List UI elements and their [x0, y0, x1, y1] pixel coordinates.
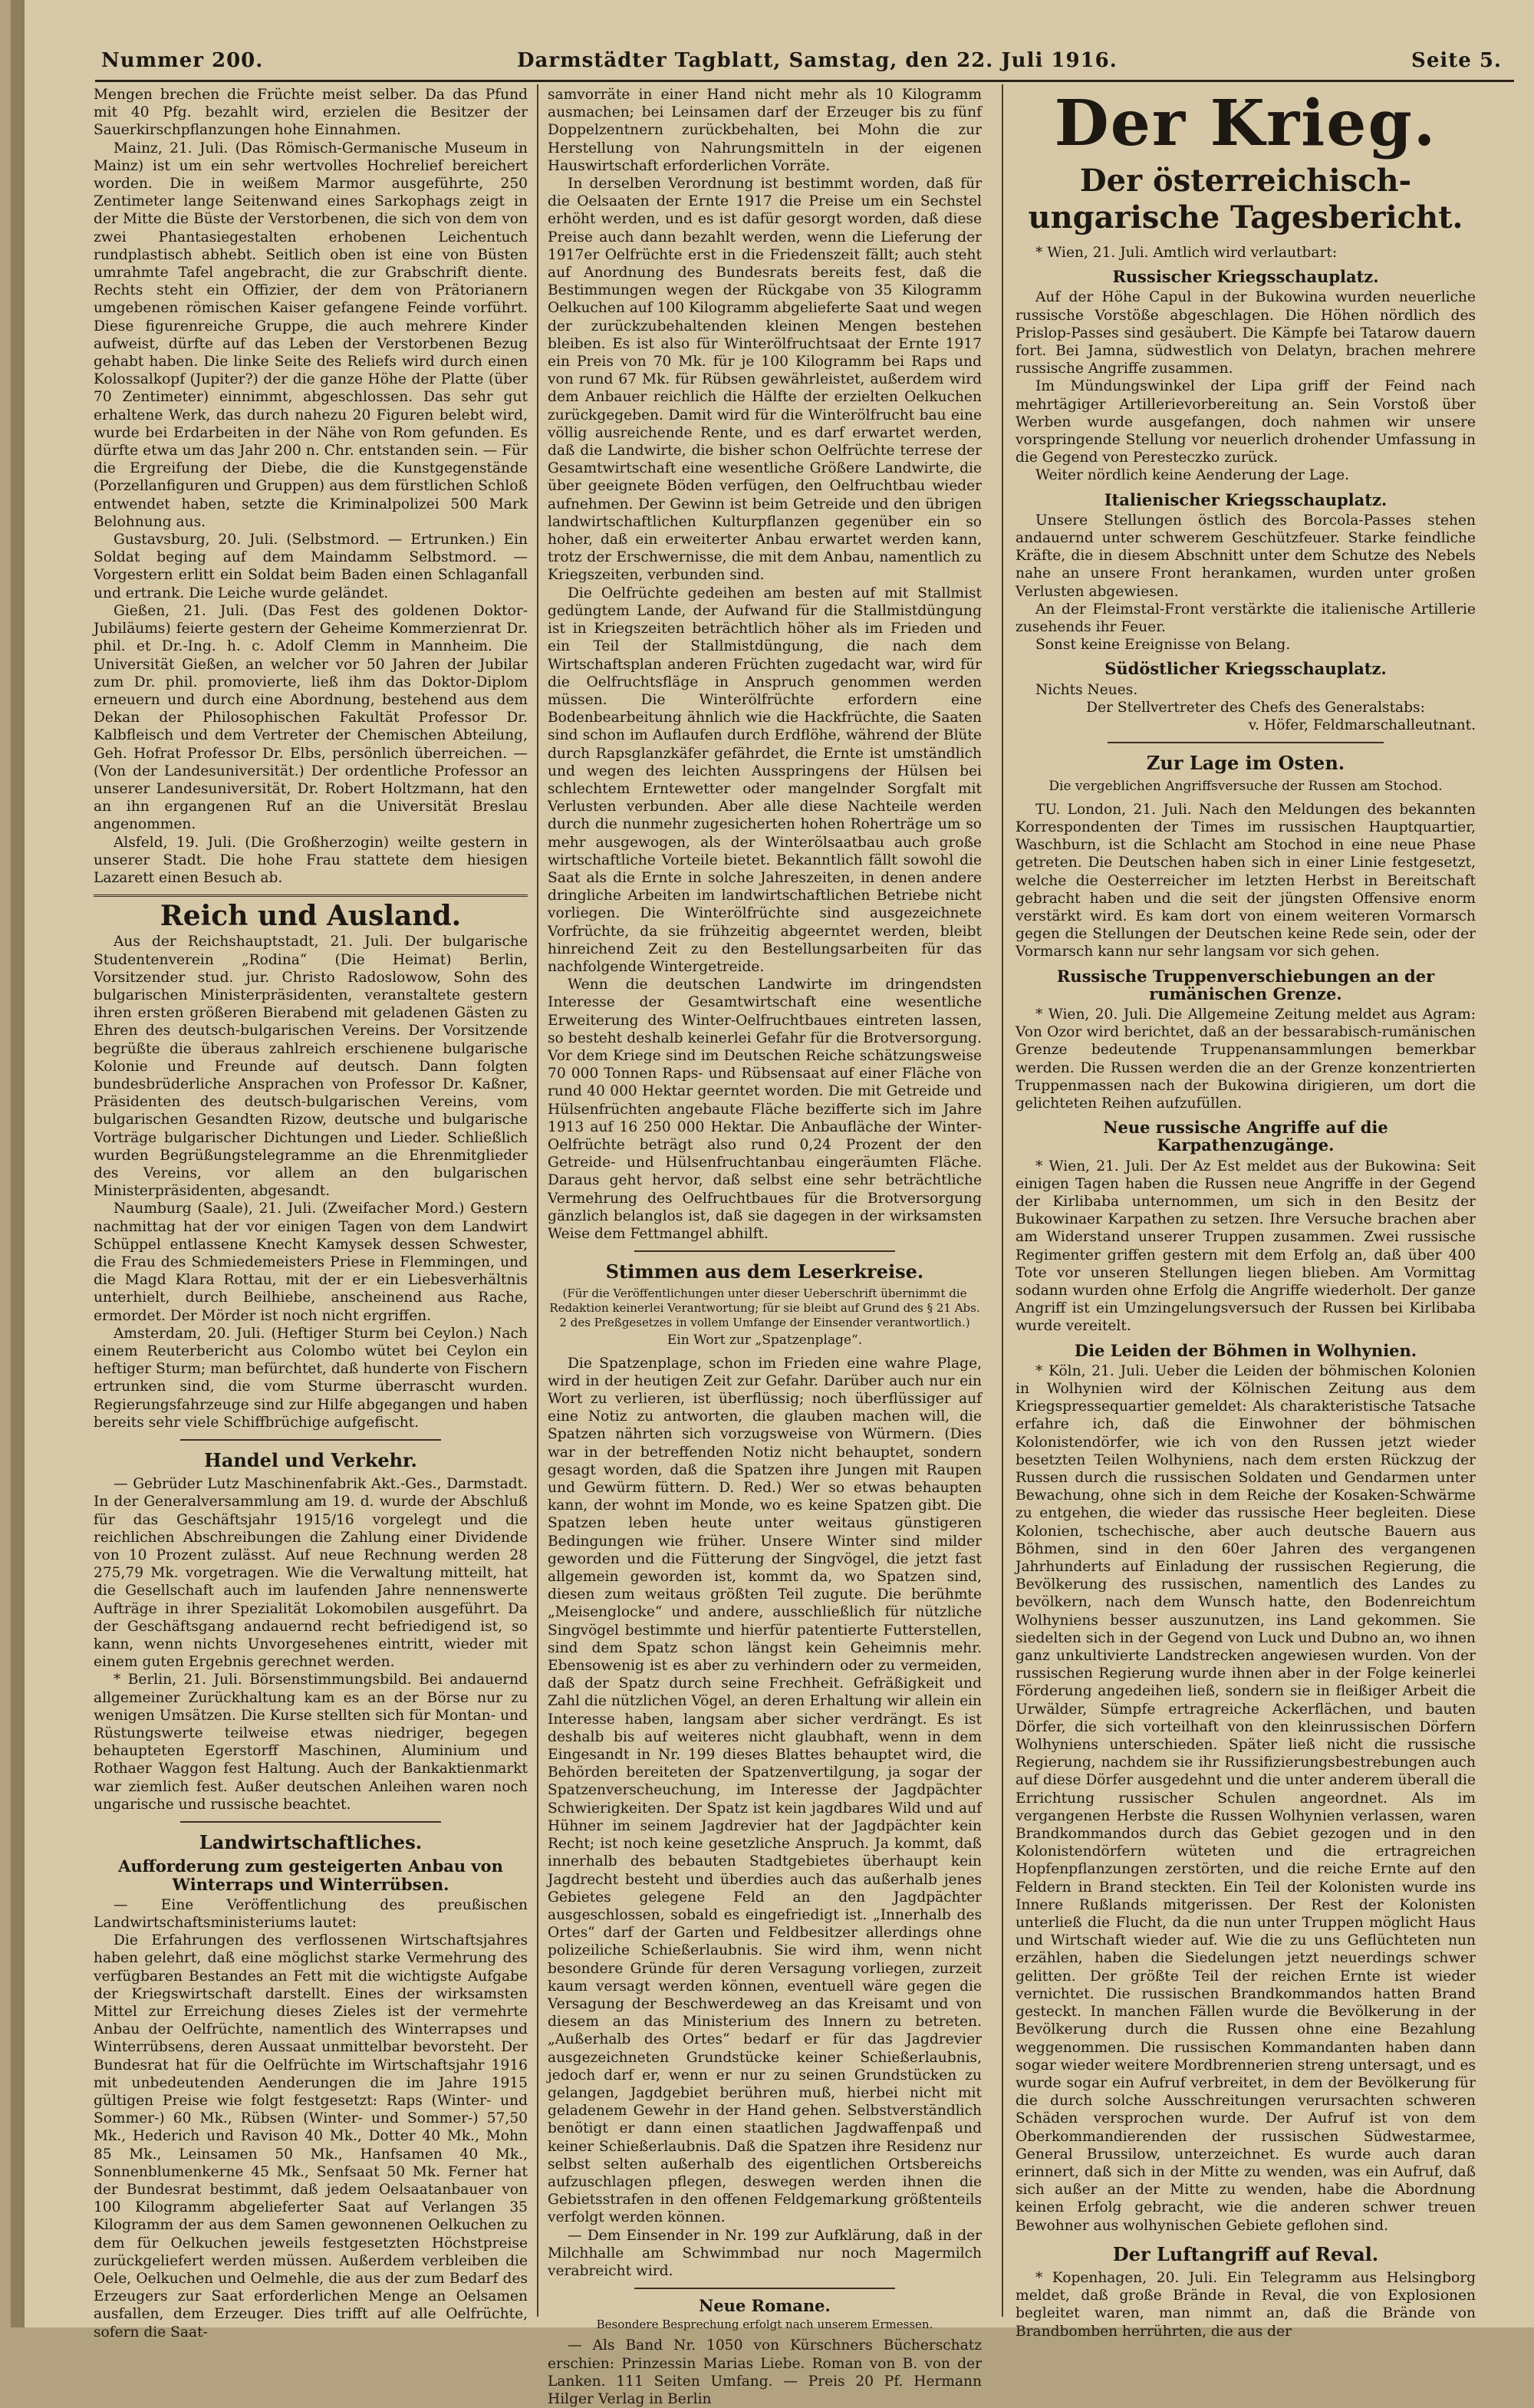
header-rule [95, 80, 1514, 82]
article-paragraph: Aus der Reichshauptstadt, 21. Juli. Der bulgarische Studentenverein „Rodina“ (Die Heimat) Berlin, Vorsitzender stud. jur. Christo Radoslowow, Sohn des bulgarischen Ministerpräsidenten, veranstaltete gestern ihren ersten größeren Bierabend mit geladenen Gästen zu Ehren des deutsch-bulgarischen Vereins. Der Vorsitzende begrüßte die überaus zahlreich erschienene bulgarische Kolonie und Freunde auf deutsch. Dann folgten bundesbrüderliche Ansprachen von Professor Dr. Kaßner, Präsidenten des deutsch-bulgarischen Vereins, vom bulgarischen Gesandten Rizow, deutsche und bulgarische Vorträge bulgarischer Dichtungen und Lieder. Schließlich wurden Begrüßungstelegramme an die Ehrenmitglieder des Vereins, vor allem an den bulgarischen Ministerpräsidenten, abgesandt. [94, 934, 528, 1200]
article-heading: Russische Truppenverschiebungen an der rumänischen Grenze. [1056, 966, 1435, 1003]
article-paragraph: An der Fleimstal-Front verstärkte die italienische Artillerie zusehends ihr Feuer. [1016, 601, 1476, 636]
article-paragraph: Gustavsburg, 20. Juli. (Selbstmord. — Ertrunken.) Ein Soldat beging auf dem Maindamm Selbstmord. — Vorgestern erlitt ein Soldat beim Baden einen Schlaganfall und ertrank. Die Leiche wurde geländet. [94, 532, 528, 601]
page-fold-edge [11, 0, 25, 2327]
front-heading: Russischer Kriegsschauplatz. [1112, 267, 1379, 287]
article-paragraph: Amsterdam, 20. Juli. (Heftiger Sturm bei Ceylon.) Nach einem Reuterbericht aus Colombo wütet bei Ceylon ein heftiger Sturm; man befürchtet, daß hunderte von Fischern ertrunken sind, die vom Sturme überrascht wurden. Regierungsfahrzeuge sind zur Hilfe abgegangen und haben bereits sehr viele Schiffbrüchige aufgefischt. [94, 1325, 528, 1431]
article-paragraph: * Wien, 20. Juli. Die Allgemeine Zeitung meldet aus Agram: Von Ozor wird berichtet, daß an der bessarabisch-rumänischen Grenze bedeutende Truppenansammlungen bemerkbar werden. Die Russen werden die an der Grenze konzentrierten Truppenmassen nach der Bukowina dirigieren, um dort die gelichteten Reihen aufzufüllen. [1016, 1006, 1476, 1112]
signature-line: Der Stellvertreter des Chefs des Generalstabs: [1086, 699, 1425, 716]
article-paragraph: Die Spatzenplage, schon im Frieden eine wahre Plage, wird in der heutigen Zeit zur Gefahr. Darüber auch nur ein Wort zu verlieren, ist überflüssig; noch überflüssiger auf eine Notiz zu antworten, die glauben machen will, die Spatzen nährten sich vorzugsweise von Würmern. (Dies war in der betreffenden Notiz nicht behauptet, sondern gesagt worden, daß die Spatzen ihre Jungen mit Raupen und Gewürm füttern. D. Red.) Wer so etwas behaupten kann, der wohnt im Monde, wo es keine Spatzen gibt. Die Spatzen leben heute unter weitaus günstigeren Bedingungen wie früher. Unsere Winter sind milder geworden und die Fütterung der Singvögel, die jetzt fast allgemein geworden ist, kommt da, wo Spatzen sind, diesen zum weitaus größten Teil zugute. Die berühmte „Meisenglocke“ und andere, ausschließlich für nützliche Singvögel bestimmte und hierfür patentierte Futterstellen, sind dem Spatz schon längst kein Geheimnis mehr. Ebensowenig ist es aber zu verhindern oder zu vermeiden, daß der Spatz durch seine Frechheit. Gefräßigkeit und Zahl die nützlichen Vögel, an deren Erhaltung wir allein ein Interesse haben, langsam aber sicher verdrängt. Es ist deshalb bis auf weiteres nicht glaubhaft, wenn in dem Eingesandt in Nr. 199 dieses Blattes behauptet wird, die Behörden bereiteten der Spatzenvertilgung, ja sogar der Spatzenverscheuchung, im Interesse der Jagdpächter Schwierigkeiten. Der Spatz ist kein jagdbares Wild und auf Hühner im seinem Jagdrevier hat der Jagdpächter kein Recht; ist noch keine gesetzliche Anspruch. Ja kommt, daß innerhalb des bebauten Stadtgebietes überhaupt kein Jagdrecht besteht und überdies auch das außerhalb jenes Gebietes gelegene Feld an den Jagdpächter ausgeschlossen, sobald es eingefriedigt ist. „Innerhalb des Ortes“ darf der Garten und Feldbesitzer allerdings ohne polizeiliche Schießerlaubnis. Sie wird ihm, wenn nicht besondere Gründe für deren Versagung vorliegen, zurzeit kaum versagt werden können, eventuell wäre gegen die Versagung der Beschwerdeweg an das Kreisamt und von diesem an das Ministerium des Innern zu betreten. „Außerhalb des Ortes“ bedarf er für das Jagdrevier ausgezeichneten Grundstücke keiner Schießerlaubnis, jedoch darf er, wenn er nur zu seinen Grundstücken zu gelangen, Jagdgebiet berühren muß, hierbei nicht mit geladenem Gewehr in der Hand gehen. Selbstverständlich benötigt er dann einen staatlichen Jagdwaffenpaß und keiner Schießerlaubnis. Daß die Spatzen ihre Residenz nur selbst selten außerhalb des eigentlichen Ortsbereichs aufzuschlagen pflegen, deswegen werden ihnen die Gebietsstrafen in den offenen Feldgemarkung größtenteils verfolgt werden können. [548, 1355, 982, 2226]
front-heading: Italienischer Kriegsschauplatz. [1104, 489, 1388, 509]
section-rule [94, 894, 528, 897]
section-rule [180, 1821, 441, 1823]
section-rule [634, 2288, 895, 2289]
article-paragraph: Nichts Neues. [1035, 681, 1138, 698]
article-paragraph: Mainz, 21. Juli. (Das Römisch-Germanische Museum in Mainz) ist um ein sehr wertvolles Hochrelief bereichert worden. Die in weißem Marmor ausgeführte, 250 Zentimeter lange Seitenwand eines Sarkophags zeigt in der Mitte die Büste der Verstorbenen, die sich von dem von zwei Phantasiegestalten erhobenen Leichentuch rundplastisch abhebt. Seitlich oben ist eine von Büsten umrahmte Tafel angebracht, die zur Grabschrift diente. Rechts steht ein Offizier, der dem von Prätorianern umgebenen römischen Kaiser gefangene Feinde vorführt. Diese figurenreiche Gruppe, die auch mehrere Kinder aufweist, dürfte auf das Leben der Verstorbenen Bezug gehabt haben. Die linke Seite des Reliefs wird durch einen Kolossalkopf (Jupiter?) der die ganze Höhe der Platte (über 70 Zentimeter) einnimmt, abgeschlossen. Das sehr gut erhaltene Werk, das durch nahezu 20 Figuren belebt wird, wurde bei Erdarbeiten in der Nähe von Rom gefunden. Es dürfte etwa um das Jahr 200 n. Chr. entstanden sein. — Für die Ergreifung der Diebe, die die Kunstgegenstände (Porzellanfiguren und Gruppen) aus dem fürstlichen Schloß entwendet haben, setzte die Kriminalpolizei 500 Mark Belohnung aus. [94, 140, 528, 530]
article-paragraph: Weiter nördlich keine Aenderung der Lage. [1035, 467, 1349, 484]
issue-number: Nummer 200. [101, 49, 264, 72]
article-subheading: Besondere Besprechung erfolgt nach unserem Ermessen. [596, 2317, 933, 2332]
column-3 [1016, 86, 1476, 2340]
article-paragraph: In derselben Verordnung ist bestimmt worden, daß für die Oelsaaten der Ernte 1917 die Preise um ein Sechstel erhöht werden, und es ist dafür gesorgt worden, daß diese Preise auch dann bezahlt werden, wenn die Lieferung der 1917er Oelfrüchte erst in die Friedenszeit fällt; auch steht auf Anordnung des Bundesrats bereits fest, daß die Bestimmungen wegen der Rückgabe von 35 Kilogramm Oelkuchen auf 100 Kilogramm abgelieferte Saat und wegen der zurückzubehaltenden kleinen Mengen bestehen bleiben. Es ist also für Winterölfruchtsaat der Ernte 1917 ein Preis von 70 Mk. für je 100 Kilogramm bei Raps und von rund 67 Mk. für Rübsen gewährleistet, außerdem wird dem Anbauer reichlich die Hälfte der erzielten Oelkuchen zurückgegeben. Damit wird für die Winterölfrucht bau eine völlig ausreichende Rente, und es darf erwartet werden, daß die Landwirte, die bisher schon Oelfrüchte terrese der Gesamtwirtschaft eine wesentliche Größere Landwirte, die über geeignete Böden verfügen, den Oelfruchtbau wieder aufnehmen. Der Gewinn ist beim Getreide und den übrigen landwirtschaftlichen Kulturpflanzen gegenüber ein so hoher, daß ein erweiterter Anbau erwartet werden kann, trotz der Erschwernisse, die mit dem Anbau, namentlich zu Kriegszeiten, verbunden sind. [548, 176, 982, 584]
masthead-title: Darmstädter Tagblatt, Samstag, den 22. Juli 1916. [517, 49, 1118, 72]
article-paragraph: — Dem Einsender in Nr. 199 zur Aufklärung, daß in der Milchhalle am Schwimmbad nur noch Magermilch verabreicht wird. [548, 2227, 982, 2279]
page-header [87, 44, 1514, 78]
article-paragraph: * Köln, 21. Juli. Ueber die Leiden der böhmischen Kolonien in Wolhynien wird der Kölnischen Zeitung aus dem Kriegspressequartier gemeldet: Als charakteristische Tatsache erfahre ich, daß die Einwohner der böhmischen Kolonistendörfer, wie ich von den Russen jetzt wieder besetzten Teilen Wolhyniens, nach dem ersten Rückzug der Russen durch die russischen Soldaten und Gendarmen unter Bewachung, ohne sich in dem Reiche der Kosaken-Schwärme zu entgehen, die wieder das russische Heer begleiten. Diese Kolonien, tschechische, aber auch deutsche Bauern aus Böhmen, sind in den 60er Jahren des vergangenen Jahrhunderts auf Einladung der russischen Regierung, die Bevölkerung des russischen, namentlich des Landes zu bevölkern, nach dem Wunsch hatte, den Bodenreichtum Wolhyniens besser auszunutzen, ins Land gekommen. Sie siedelten sich in der Gegend von Luck und Dubno an, wo ihnen ganz unkultivierte Landstrecken angewiesen wurden. Von der russischen Regierung wurde ihnen aber in der Folge keinerlei Förderung angedeihen ließ, sondern sie in fleißiger Arbeit die Urwälder, Sümpfe ertragreiche Ackerflächen, und bauten Dörfer, die sich vorteilhaft von den kleinrussischen Dörfern Wolhyniens unterschieden. Später ließ nicht die russische Regierung, nachdem sie ihr Russifizierungsbestrebungen auch auf diese Dörfer ausgedehnt und die unter anderem überall die Errichtung russischer Schulen angeordnet. Als im vergangenen Herbste die Russen Wolhynien verlassen, waren Brandkommandos durch das Gebiet gezogen und in den Kolonistendörfern wüteten und die ertragreichen Hopfenpflanzungen zerstörten, und die reiche Ernte auf den Feldern in Brand steckten. Ein Teil der Kolonisten wurde ins Innere Rußlands mitgerissen. Der Rest der Kolonisten unterließ die Flucht, da die nun unter Truppen möglicht Haus und Wirtschaft wieder auf. Wie die zu uns Geflüchteten nun erzählen, haben die Siedelungen jetzt neuerdings schwer gelitten. Der größte Teil der reichen Ernte ist wieder vernichtet. Die russischen Brandkommandos hatten Brand gesteckt. In manchen Fällen wurde die Bevölkerung in der Bevölkerung durch die Russen ohne eine Bezahlung weggenommen. Die russischen Kommandanten haben dann sogar wieder weitere Mordbrennerien streng untersagt, und es wurde sogar ein Aufruf verbreitet, in dem der Bevölkerung für die durch solche Ausschreitungen verursachten schweren Schäden versprochen wurde. Der Aufruf ist von dem Oberkommandierenden der russischen Südwestarmee, General Brussilow, unterzeichnet. Es wurde auch daran erinnert, daß sich in der Mitte zu wenden, was ein Aufruf, daß sich außer an der Mitte zu wenden, habe die Abordnung keinen Erfolg gebracht, wie die anderen schwer treuen Bewohner aus wolhynischen Gebiete geflohen sind. [1016, 1362, 1476, 2234]
article-paragraph: Sonst keine Ereignisse von Belang. [1035, 637, 1291, 654]
report-title: Der österreichisch-ungarische Tagesbericht. [1028, 163, 1463, 236]
article-paragraph: Gießen, 21. Juli. (Das Fest des goldenen Doktor-Jubiläums) feierte gestern der Geheime Kommerzienrat Dr. phil. et Dr.-Ing. h. c. Adolf Clemm in Mannheim. Die Universität Gießen, an welcher vor 50 Jahren der Jubilar zum Dr. phil. promovierte, ließ ihm das Doktor-Diplom erneuern und durch eine Abordnung, bestehend aus dem Dekan der Philosophischen Fakultät Professor Dr. Kalbfleisch und dem Vertreter der Chemischen Abteilung, Geh. Hofrat Professor Dr. Elbs, persönlich überreichen. — (Von der Landesuniversität.) Der ordentliche Professor an unserer Landesuniversität, Dr. Robert Holtzmann, hat den an ihn ergangenen Ruf an die Universität Breslau angenommen. [94, 602, 528, 833]
section-heading: Neue Romane. [699, 2296, 831, 2316]
article-paragraph: — Gebrüder Lutz Maschinenfabrik Akt.-Ges., Darmstadt. In der Generalversammlung am 19. d. wurde der Abschluß für das Geschäftsjahr 1915/16 vorgelegt und die reichlichen Abschreibungen die Zahlung einer Dividende von 10 Prozent zulässt. Auf neue Rechnung werden 28 275,79 Mk. vorgetragen. Wie die Verwaltung mitteilt, hat die Gesellschaft auch im laufenden Jahre nennenswerte Aufträge in ihrer Spezialität Lokomobilen ausgeführt. Da der Geschäftsgang andauernd recht befriedigend ist, so kann, wenn nichts Unvorgesehenes eintritt, wieder mit einem guten Ergebnis gerechnet werden. [94, 1476, 528, 1671]
newspaper-page [11, 0, 1534, 2407]
front-heading: Südöstlicher Kriegsschauplatz. [1104, 659, 1387, 679]
section-heading: Der Luftangriff auf Reval. [1112, 2242, 1379, 2265]
article-subheading: Die vergeblichen Angriffsversuche der Russen am Stochod. [1048, 779, 1443, 795]
section-rule [634, 1250, 895, 1252]
section-heading: Reich und Ausland. [160, 900, 462, 933]
article-paragraph: — Eine Veröffentlichung des preußischen Landwirtschaftsministeriums lautet: [94, 1896, 528, 1931]
article-paragraph: Unsere Stellungen östlich des Borcola-Passes stehen andauernd unter schwerem Geschützfeuer. Starke feindliche Kräfte, die in diesem Abschnitt unter dem Schutze des Nebels nahe an unsere Front herankamen, wurden unter großen Verlusten abgewiesen. [1016, 512, 1476, 600]
article-paragraph: * Wien, 21. Juli. Der Az Est meldet aus der Bukowina: Seit einigen Tagen haben die Russen neue Angriffe in der Gegend der Kirlibaba unternommen, um sich in den Besitz der Bukowinaer Karpathen zu setzen. Ihre Versuche brachen aber am Widerstand unserer Truppen zusammen. Zwei russische Regimenter griffen gestern mit dem Erfolg an, daß über 400 Tote vor unseren Stellungen liegen blieben. Am Vormittag sodann wurden ohne Erfolg die Angriffe wiederholt. Der ganze Angriff ist ein Umzingelungsversuch der Russen bei Kirlibaba wurde vereitelt. [1016, 1158, 1476, 1335]
signature-name: v. Höfer, Feldmarschalleutnant. [1248, 717, 1476, 734]
column-2 [548, 86, 982, 2408]
article-heading: Die Leiden der Böhmen in Wolhynien. [1074, 1340, 1417, 1360]
section-title-krieg: Der Krieg. [1054, 87, 1437, 160]
article-paragraph: Auf der Höhe Capul in der Bukowina wurden neuerliche russische Vorstöße abgeschlagen. Die Höhen nördlich des Prislop-Passes sind gesäubert. Die Kämpfe bei Tatarow dauern fort. Bei Jamna, südwestlich von Delatyn, brachen mehrere russische Angriffe zusammen. [1016, 289, 1476, 377]
section-rule [1108, 742, 1384, 743]
article-subheading: Aufforderung zum gesteigerten Anbau von Winterraps und Winterrübsen. [118, 1856, 503, 1894]
section-heading: Stimmen aus dem Leserkreise. [605, 1260, 924, 1283]
article-heading: Neue russische Angriffe auf die Karpathenzugänge. [1103, 1118, 1388, 1155]
page-number: Seite 5. [1411, 49, 1502, 72]
article-paragraph: Die Erfahrungen des verflossenen Wirtschaftsjahres haben gelehrt, daß eine möglichst starke Vermehrung des verfügbaren Bestandes an Fett mit die wichtigste Aufgabe der Kriegswirtschaft darstellt. Eines der wirksamsten Mittel zur Erreichung dieses Zieles ist der vermehrte Anbau der Oelfrüchte, namentlich des Winterrapses und Winterrübsens, deren Aussaat unmittelbar bevorsteht. Der Bundesrat hat für die Oelfrüchte im Wirtschaftsjahr 1916 mit unbedeutenden Aenderungen die im Jahre 1915 gültigen Preise wie folgt festgesetzt: Raps (Winter- und Sommer-) 60 Mk., Rübsen (Winter- und Sommer-) 57,50 Mk., Hederich und Ravison 40 Mk., Dotter 40 Mk., Mohn 85 Mk., Leinsamen 50 Mk., Hanfsamen 40 Mk., Sonnenblumenkerne 45 Mk., Senfsaat 50 Mk. Ferner hat der Bundesrat bestimmt, daß jedem Oelsaatanbauer von 100 Kilogramm abgelieferter Saat auf Verlangen 35 Kilogramm der aus dem Samen gewonnenen Oelkuchen zu dem für Oelkuchen jeweils festgesetzten Höchstpreise zurückgeliefert werden müssen. Außerdem verbleiben die Oele, Oelkuchen und Oelmehle, die aus der zum Bedarf des Erzeugers zur Saat erforderlichen Menge an Oelsamen ausfallen, dem Erzeuger. Dies trifft auf alle Oelfrüchte, sofern die Saat- [94, 1932, 528, 2340]
article-paragraph: Die Oelfrüchte gedeihen am besten auf mit Stallmist gedüngtem Lande, der Aufwand für die Stallmistdüngung ist in Kriegszeiten beträchtlich höher als im Frieden und ein Teil der Stallmistdüngung, die nach dem Wirtschaftsplan anderen Früchten zugedacht war, wird für die Oelfruchtsfläge in Anspruch genommen werden müssen. Die Winterölfrüchte erfordern eine Bodenbearbeitung ähnlich wie die Hackfrüchte, die Saaten sind schon im Auflaufen durch Erdflöhe, während der Blüte durch Rapsglanzkäfer gefährdet, die Ernte ist umständlich und wegen des leichten Ausspringens der Hülsen bei schlechtem Erntewetter oder mangelnder Sorgfalt mit Verlusten verbunden. Aber alle diese Nachteile werden durch die nunmehr zugesicherten hohen Roherträge um so mehr ausgewogen, als der Winterölsaatbau auch große wirtschaftliche Vorteile bietet. Bekanntlich fällt sowohl die Saat als die Ernte in solche Jahreszeiten, in denen andere dringliche Arbeiten im landwirtschaftlichen Betriebe nicht vorliegen. Die Winterölfrüchte sind ausgezeichnete Vorfrüchte, da sie frühzeitig abgeerntet werden, bleibt hinreichend Zeit zu den Bestellungsarbeiten für das nachfolgende Wintergetreide. [548, 585, 982, 975]
article-paragraph: * Kopenhagen, 20. Juli. Ein Telegramm aus Helsingborg meldet, daß große Brände in Reval, die von Explosionen begleitet waren, man nimmt an, daß die Brände von Brandbomben herrührten, die aus der [1016, 2269, 1476, 2340]
article-paragraph: samvorräte in einer Hand nicht mehr als 10 Kilogramm ausmachen; bei Leinsamen darf der Erzeuger bis zu fünf Doppelzentnern zurückbehalten, bei Mohn die zur Herstellung von Nahrungsmitteln in der eigenen Hauswirtschaft erforderlichen Vorräte. [548, 87, 982, 174]
editorial-note: (Für die Veröffentlichungen unter dieser Ueberschrift übernimmt die Redaktion keinerlei Verantwortung; für sie bleibt auf Grund des § 21 Abs. 2 des Preßgesetzes in vollem Umfange der Einsender verantwortlich.) [549, 1286, 980, 1330]
column-divider [537, 84, 538, 2317]
article-paragraph: — Als Band Nr. 1050 von Kürschners Bücherschatz erschien: Prinzessin Marias Liebe. Roman von B. von der Lanken. 111 Seiten Umfang. — Preis 20 Pf. Hermann Hilger Verlag in Berlin [548, 2337, 982, 2407]
column-1 [94, 86, 528, 2341]
article-paragraph: Im Mündungswinkel der Lipa griff der Feind nach mehrtägiger Artillerievorbereitung an. Sein Vorstoß über Werben wurde ausgefangen, doch nahmen wir unsere vorspringende Stellung vor neuerlich drohender Umfassung in die Gegend von Peresteczko zurück. [1016, 378, 1476, 466]
section-rule [180, 1439, 441, 1441]
article-paragraph: Naumburg (Saale), 21. Juli. (Zweifacher Mord.) Gestern nachmittag hat der vor einigen Tagen von dem Landwirt Schüppel entlassene Knecht Kamysek dessen Schwester, die Frau des Schmiedemeisters Priese in Flemmingen, und die Magd Klara Rottau, mit der er ein Liebesverhältnis unterhielt, durch Beilhiebe, anscheinend aus Rache, ermordet. Der Mörder ist noch nicht ergriffen. [94, 1201, 528, 1324]
section-heading: Zur Lage im Osten. [1146, 752, 1345, 775]
article-paragraph: * Berlin, 21. Juli. Börsenstimmungsbild. Bei andauernd allgemeiner Zurückhaltung kam es an der Börse nur zu wenigen Umsätzen. Die Kurse stellten sich für Montan- und Rüstungswerte teilweise etwas niedriger, begegen behaupteten Egerstorff Maschinen, Aluminium und Rothaer Waggon fest Haltung. Auch der Bankaktienmarkt war ziemlich fest. Außer deutschen Anleihen waren noch ungarische und russische beachtet. [94, 1672, 528, 1813]
article-paragraph: Mengen brechen die Früchte meist selber. Da das Pfund mit 40 Pfg. bezahlt wird, erzielen die Besitzer der Sauerkirschpflanzungen hohe Einnahmen. [94, 87, 528, 139]
article-subheading: Ein Wort zur „Spatzenplage“. [667, 1332, 863, 1349]
section-heading: Landwirtschaftliches. [199, 1831, 423, 1854]
article-paragraph: Wenn die deutschen Landwirte im dringendsten Interesse der Gesamtwirtschaft eine wesentliche Erweiterung des Winter-Oelfruchtbaues eintreten lassen, so besteht deshalb keinerlei Gefahr für die Brotversorgung. Vor dem Kriege sind im Deutschen Reiche schätzungsweise 70 000 Tonnen Raps- und Rübsensaat auf einer Fläche von rund 40 000 Hektar geerntet worden. Die mit Getreide und Hülsenfrüchten angebaute Fläche bezifferte sich im Jahre 1913 auf 16 250 000 Hektar. Die Anbaufläche der Winter-Oelfrüchte beträgt also rund 0,24 Prozent der den Getreide- und Hülsenfruchtanbau eingeräumten Fläche. Daraus geht hervor, daß selbst eine sehr beträchtliche Vermehrung des Oelfruchtbaues für die Brotversorgung gänzlich belanglos ist, daß sie dagegen in der wirksamsten Weise dem Fettmangel abhilft. [548, 977, 982, 1242]
section-heading: Handel und Verkehr. [204, 1449, 417, 1472]
article-paragraph: TU. London, 21. Juli. Nach den Meldungen des bekannten Korrespondenten der Times im russischen Hauptquartier, Waschburn, ist die Schlacht am Stochod in eine neue Phase getreten. Die Deutschen haben sich in einer Linie festgesetzt, welche die Oesterreicher im letzten Herbst in Bereitschaft gebracht haben und die seit der jüngsten Offensive enorm verstärkt wird. Es kam dort von einem weiteren Vormarsch gegen die Stellungen der Deutschen keine Rede sein, oder der Vormarsch kann nur sehr langsam vor sich gehen. [1016, 801, 1476, 960]
article-paragraph: * Wien, 21. Juli. Amtlich wird verlautbart: [1035, 245, 1338, 261]
article-paragraph: Alsfeld, 19. Juli. (Die Großherzogin) weilte gestern in unserer Stadt. Die hohe Frau stattete dem hiesigen Lazarett einen Besuch ab. [94, 834, 528, 886]
column-divider [1002, 84, 1003, 2317]
